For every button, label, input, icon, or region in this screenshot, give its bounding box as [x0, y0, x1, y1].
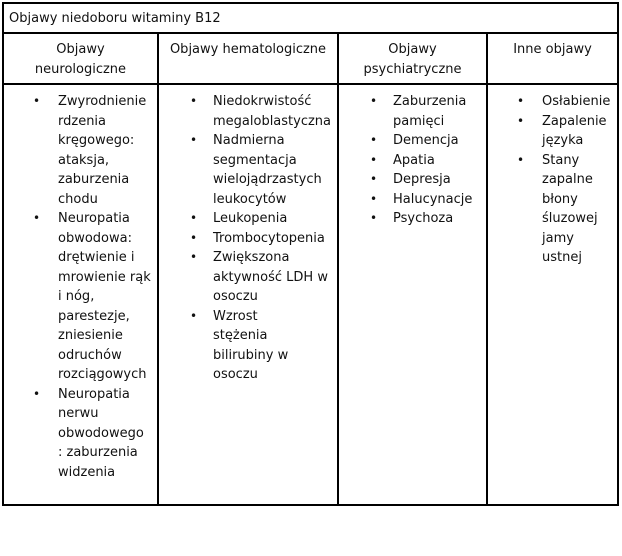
bullet-icon: • [33, 211, 41, 225]
bullet-icon: • [33, 386, 41, 401]
list-item-text: Demencja [393, 133, 459, 148]
symptom-list [339, 85, 486, 229]
column-header-label: Objawy psychiatryczne [363, 42, 462, 77]
list-item [339, 209, 483, 229]
list-item-text: Apatia [393, 152, 435, 168]
bullet-icon: • [370, 133, 378, 147]
list-item-text: Zapalenie języka [542, 113, 607, 148]
list-item [159, 131, 325, 209]
list-item-text: Halucynacje [393, 191, 473, 207]
list-item-text: Depresja [393, 172, 451, 187]
column-header-label: Objawy hematologiczne [169, 42, 327, 57]
bullet-icon: • [370, 172, 378, 186]
bullet-icon: • [190, 133, 198, 147]
list-item [159, 229, 331, 249]
list-item-text: Zwiększona aktywność LDH w osoczu [213, 250, 328, 304]
list-item [488, 151, 600, 268]
bullet-icon: • [370, 152, 378, 167]
column-header [488, 34, 617, 85]
bullet-icon: • [33, 94, 41, 108]
list-item-text: Stany zapalne błony śluzowej jamy ustnej [542, 152, 598, 265]
bullet-icon: • [517, 152, 525, 167]
bullet-icon: • [190, 250, 198, 264]
list-item-text: Psychoza [393, 211, 454, 226]
bullet-icon: • [370, 94, 378, 108]
list-item [339, 190, 483, 210]
list-item [488, 112, 608, 151]
symptom-list [488, 85, 617, 268]
column-header [159, 34, 337, 85]
list-item-text: Neuropatia nerwu obwodowego : zaburzenia widzenia [58, 386, 144, 480]
list-item-text: Osłabienie [542, 94, 611, 109]
column-other [486, 34, 617, 504]
list-item [4, 92, 150, 209]
list-item-text: Trombocytopenia [213, 230, 325, 246]
bullet-icon: • [517, 94, 525, 108]
bullet-icon: • [190, 211, 198, 225]
list-item [4, 385, 146, 483]
list-item-text: Wzrost stężenia bilirubiny w osoczu [213, 308, 289, 382]
symptoms-table [2, 2, 619, 506]
column-header-label: Inne objawy [513, 42, 592, 57]
symptom-list [4, 85, 157, 482]
column-header-label: Objawy neurologiczne [34, 42, 127, 77]
list-item-text: Nadmierna segmentacja wielojądrzastych leukocytów [213, 133, 322, 207]
symptom-list [159, 85, 337, 385]
list-item [159, 92, 333, 131]
column-header [339, 34, 486, 85]
list-item [488, 92, 612, 112]
list-item [339, 131, 483, 151]
list-item-text: Leukopenia [213, 211, 288, 226]
bullet-icon: • [370, 211, 378, 225]
list-item-text: Zaburzenia pamięci [393, 94, 467, 129]
bullet-icon: • [517, 113, 525, 128]
list-item [339, 170, 483, 190]
list-item-text: Neuropatia obwodowa: drętwienie i mrowienie rąk i nóg, parestezje, zniesienie odruchów rozciągowych [58, 211, 151, 382]
column-hematological [157, 34, 337, 504]
bullet-icon: • [190, 94, 198, 108]
list-item-text: Zwyrodnienie rdzenia kręgowego: ataksja, zaburzenia chodu [58, 94, 147, 207]
bullet-icon: • [370, 191, 378, 206]
list-item [159, 209, 331, 229]
list-item [339, 92, 479, 131]
column-psychiatric [337, 34, 486, 504]
bullet-icon: • [190, 230, 198, 245]
column-header [4, 34, 157, 85]
column-neurological [4, 34, 157, 504]
list-item [159, 307, 313, 385]
list-item [159, 248, 331, 307]
table-title: Objawy niedoboru witaminy B12 [4, 4, 617, 34]
list-item [4, 209, 152, 385]
list-item [339, 151, 483, 171]
bullet-icon: • [190, 308, 198, 323]
list-item-text: Niedokrwistość megaloblastyczna [213, 94, 332, 129]
